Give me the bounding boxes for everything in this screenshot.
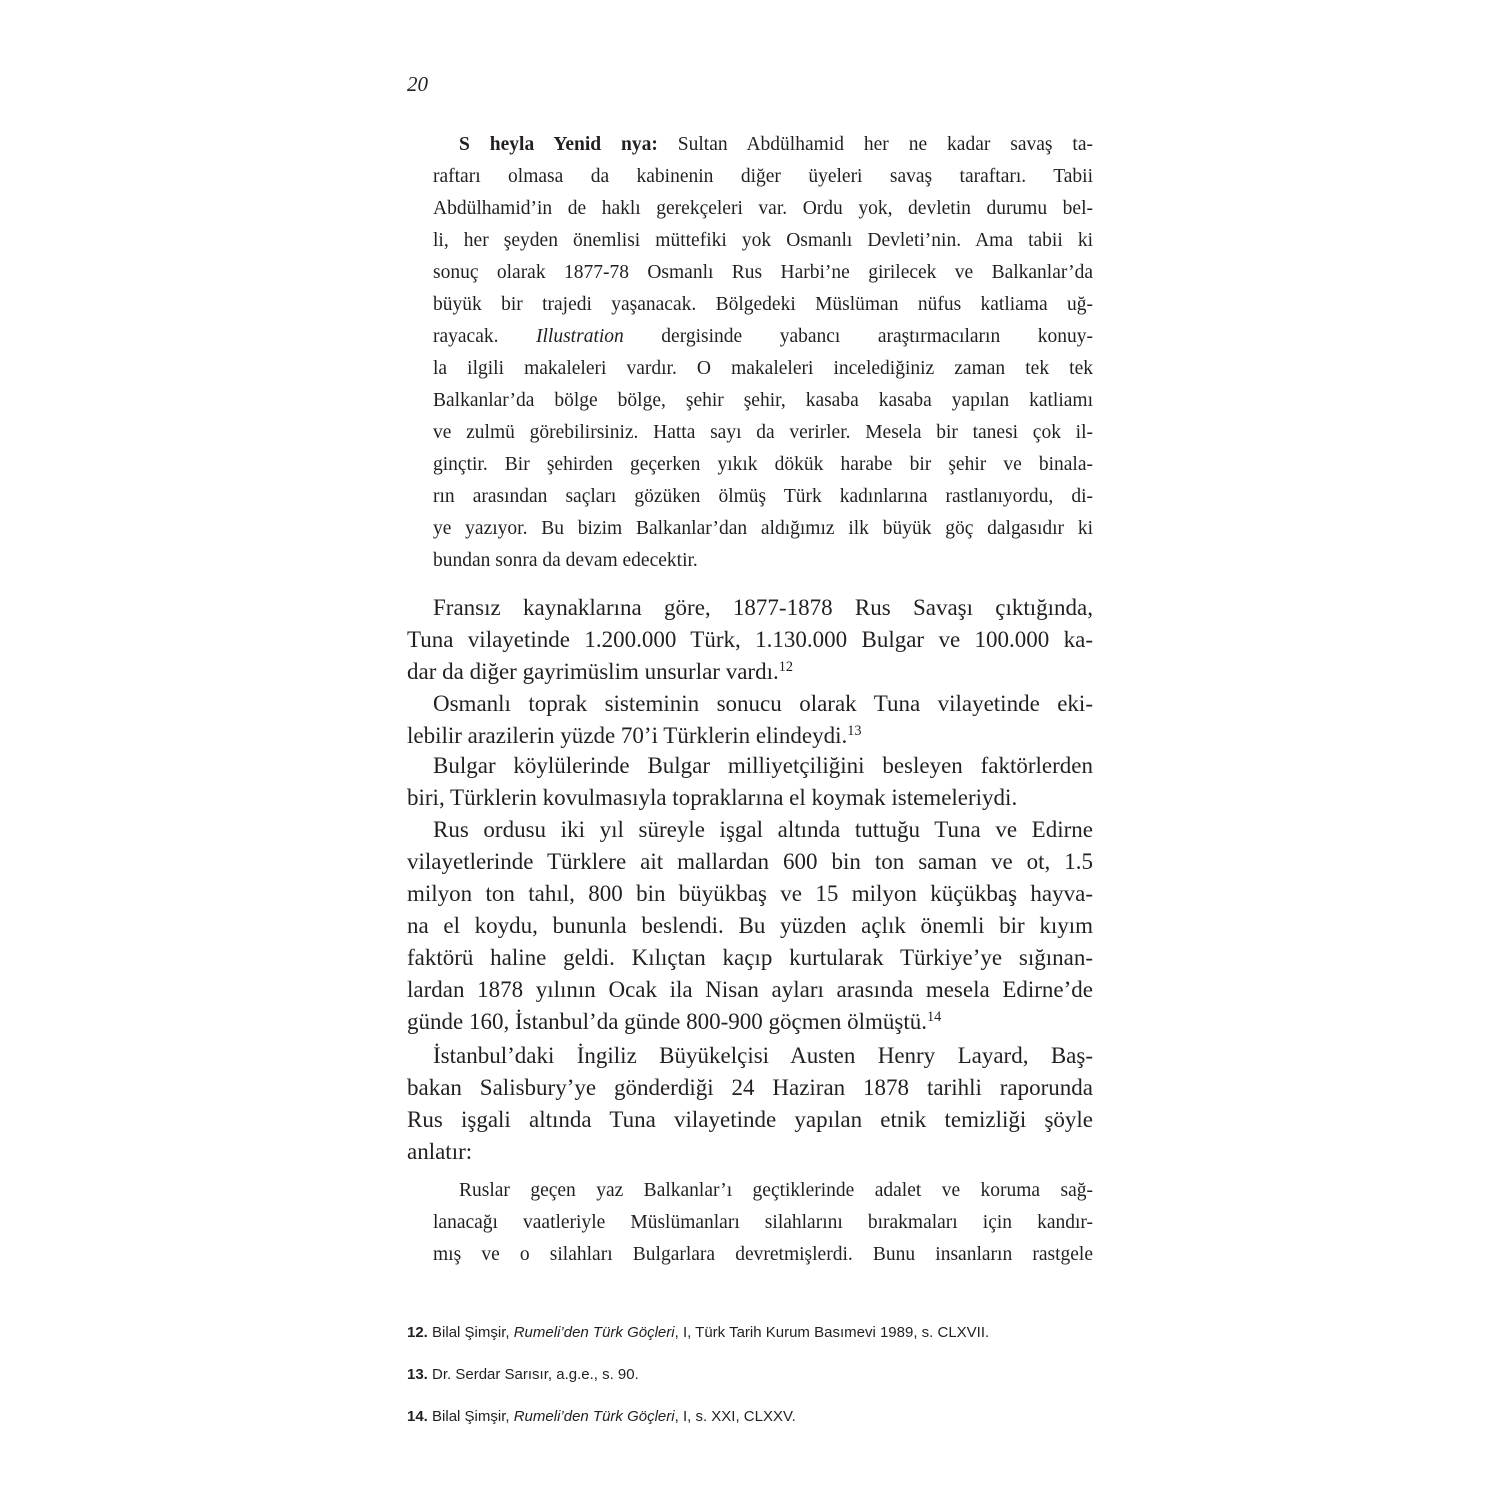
interview-line	[433, 546, 698, 576]
footnote	[407, 1364, 639, 1386]
interview-line	[433, 194, 1093, 224]
speaker-name: S heyla Yenid nya:	[459, 134, 658, 155]
text-run: Osmanlı toprak sisteminin sonucu olarak Tuna vilayetinde eki-	[433, 691, 1093, 716]
quote-line	[459, 1176, 1093, 1206]
text-run: Sultan Abdülhamid her ne kadar savaş ta-	[677, 134, 1094, 155]
text-run: dergisinde yabancı araştırmacıların konuy-	[623, 326, 1093, 347]
paragraph-line	[407, 942, 1093, 974]
quote-line	[433, 1208, 1093, 1238]
footnote	[407, 1322, 989, 1344]
interview-line	[433, 226, 1093, 256]
paragraph-line	[433, 688, 1093, 720]
text-run: Dr. Serdar Sarısır, a.g.e., s. 90.	[427, 1366, 639, 1383]
text-run: , I, Türk Tarih Kurum Basımevi 1989, s. CLXVII.	[674, 1324, 990, 1341]
paragraph-line	[433, 750, 1093, 782]
interview-line	[433, 450, 1093, 480]
text-run: faktörü haline geldi. Kılıçtan kaçıp kurtularak Türkiye’ye sığınan-	[407, 945, 1093, 970]
paragraph-line	[433, 592, 1093, 624]
interview-line	[433, 258, 1093, 288]
text-run: Bulgar köylülerinde Bulgar milliyetçiliğini besleyen faktörlerden	[433, 753, 1093, 778]
paragraph-line	[433, 814, 1093, 846]
text-run: ve zulmü görebilirsiniz. Hatta sayı da verirler. Mesela bir tanesi çok il-	[433, 422, 1093, 443]
paragraph-line	[407, 1104, 1093, 1136]
interview-line	[433, 354, 1093, 384]
text-run: lanacağı vaatleriyle Müslümanları silahlarını bırakmaları için kandır-	[433, 1212, 1093, 1233]
text-run: mış ve o silahları Bulgarlara devretmişlerdi. Bunu insanların rastgele	[433, 1244, 1093, 1265]
text-run: Bilal Şimşir,	[427, 1324, 514, 1341]
text-run: Abdülhamid’in de haklı gerekçeleri var. Ordu yok, devletin durumu bel-	[433, 198, 1093, 219]
text-run: Bilal Şimşir,	[427, 1408, 514, 1425]
text-run: Rus işgali altında Tuna vilayetinde yapılan etnik temizliği şöyle	[407, 1107, 1093, 1132]
interview-line	[433, 418, 1093, 448]
paragraph-line	[407, 910, 1093, 942]
text-run: Balkanlar’da bölge bölge, şehir şehir, kasaba kasaba yapılan katliamı	[433, 390, 1093, 411]
text-run: rın arasından saçları gözüken ölmüş Türk kadınlarına rastlanıyordu, di-	[433, 486, 1093, 507]
paragraph-line	[407, 974, 1093, 1006]
text-run: anlatır:	[407, 1139, 473, 1164]
footnote	[407, 1406, 796, 1428]
paragraph-line	[407, 1136, 472, 1168]
paragraph-line	[407, 1072, 1093, 1104]
italic-text: Rumeli’den Türk Göçleri	[513, 1324, 675, 1341]
text-run: lardan 1878 yılının Ocak ila Nisan ayları arasında mesela Edirne’de	[407, 977, 1093, 1002]
footnote-number: 14.	[407, 1408, 428, 1425]
text-run: Fransız kaynaklarına göre, 1877-1878 Rus Savaşı çıktığında,	[433, 595, 1093, 620]
interview-line	[433, 290, 1093, 320]
text-run: bakan Salisbury’ye gönderdiği 24 Haziran 1878 tarihli raporunda	[407, 1075, 1093, 1100]
text-run: ginçtir. Bir şehirden geçerken yıkık dökük harabe bir şehir ve binala-	[433, 454, 1093, 475]
text-run: , I, s. XXI, CLXXV.	[674, 1408, 796, 1425]
interview-line	[433, 162, 1093, 192]
text-run: dar da diğer gayrimüslim unsurlar vardı.	[407, 659, 779, 684]
text-run: günde 160, İstanbul’da günde 800-900 göçmen ölmüştü.	[407, 1009, 927, 1034]
interview-line	[459, 130, 1093, 160]
italic-text: Illustration	[536, 326, 624, 347]
interview-line	[433, 322, 1093, 352]
text-run: biri, Türklerin kovulmasıyla topraklarına el koymak istemeleriydi.	[407, 785, 1018, 810]
interview-line	[433, 482, 1093, 512]
paragraph-line	[433, 1040, 1093, 1072]
text-run: Tuna vilayetinde 1.200.000 Türk, 1.130.000 Bulgar ve 100.000 ka-	[407, 627, 1093, 652]
text-run: raftarı olmasa da kabinenin diğer üyeleri savaş taraftarı. Tabii	[433, 166, 1093, 187]
text-run: milyon ton tahıl, 800 bin büyükbaş ve 15 milyon küçükbaş hayva-	[407, 881, 1093, 906]
text-run: İstanbul’daki İngiliz Büyükelçisi Austen Henry Layard, Baş-	[433, 1043, 1093, 1068]
text-run: rayacak.	[433, 326, 537, 347]
italic-text: Rumeli’den Türk Göçleri	[513, 1408, 675, 1425]
text-run: Rus ordusu iki yıl süreyle işgal altında tuttuğu Tuna ve Edirne	[433, 817, 1093, 842]
page-number: 20	[407, 72, 428, 96]
interview-line	[433, 514, 1093, 544]
footnote-ref: 13	[847, 723, 862, 740]
footnote-ref: 12	[778, 659, 793, 676]
text-run: sonuç olarak 1877-78 Osmanlı Rus Harbi’ne girilecek ve Balkanlar’da	[433, 262, 1093, 283]
paragraph-line	[407, 720, 862, 752]
footnote-ref: 14	[926, 1009, 942, 1026]
footnote-number: 12.	[407, 1324, 428, 1341]
paragraph-line	[407, 656, 793, 688]
text-run: la ilgili makaleleri vardır. O makaleleri incelediğiniz zaman tek tek	[433, 358, 1093, 379]
text-run: büyük bir trajedi yaşanacak. Bölgedeki Müslüman nüfus katliama uğ-	[433, 294, 1093, 315]
text-run: ye yazıyor. Bu bizim Balkanlar’dan aldığımız ilk büyük göç dalgasıdır ki	[433, 518, 1093, 539]
paragraph-line	[407, 624, 1093, 656]
interview-line	[433, 386, 1093, 416]
paragraph-line	[407, 1006, 941, 1038]
quote-line	[433, 1240, 1093, 1270]
text-run: na el koydu, bununla beslendi. Bu yüzden açlık önemli bir kıyım	[407, 913, 1093, 938]
text-run: li, her şeyden önemlisi müttefiki yok Osmanlı Devleti’nin. Ama tabii ki	[433, 230, 1093, 251]
paragraph-line	[407, 846, 1093, 878]
text-run: vilayetlerinde Türklere ait mallardan 600 bin ton saman ve ot, 1.5	[407, 849, 1093, 874]
paragraph-line	[407, 878, 1093, 910]
text-run: bundan sonra da devam edecektir.	[433, 550, 698, 571]
text-run: Ruslar geçen yaz Balkanlar’ı geçtiklerinde adalet ve koruma sağ-	[459, 1180, 1093, 1201]
text-run: lebilir arazilerin yüzde 70’i Türklerin elindeydi.	[407, 723, 848, 748]
footnote-number: 13.	[407, 1366, 428, 1383]
paragraph-line	[407, 782, 1017, 814]
